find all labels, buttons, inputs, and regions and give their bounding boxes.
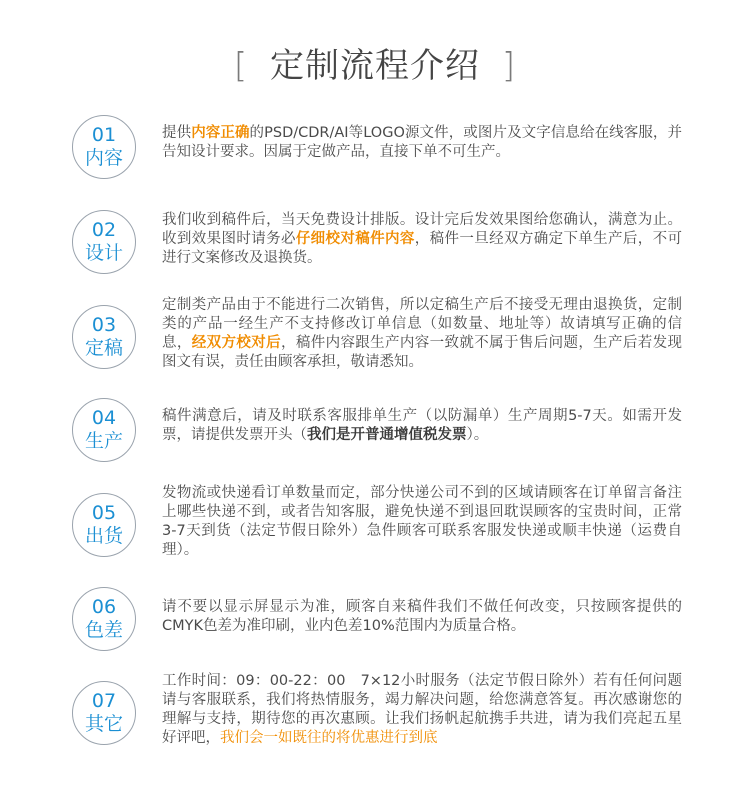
description-text: ，稿件一旦经双方确定下单生产后，不可进行文案修改及退换货。 — [162, 231, 683, 266]
step-badge — [72, 681, 136, 745]
highlighted-text: 仔细校对稿件内容 — [295, 231, 415, 247]
step-badge — [72, 587, 136, 651]
step-description — [162, 598, 682, 636]
step-badge — [72, 115, 136, 179]
description-text: 的PSD/CDR/AI等LOGO源文件，或图片及文字信息给在线客服，并告知设计要求。因属于定做产品，直接下单不可生产。 — [162, 125, 683, 160]
step-description — [162, 124, 682, 162]
highlighted-text: 我们会一如既往的将优惠进行到底 — [220, 730, 438, 746]
step-number: 01 — [91, 124, 117, 146]
description-text: 请不要以显示屏显示为准，顾客自来稿件我们不做任何改变，只按顾客提供的CMYK色差为准印刷，业内色差10%范围内为质量合格。 — [162, 599, 682, 634]
step-description — [162, 407, 682, 445]
step-label: 生产 — [84, 430, 123, 452]
step-label: 设计 — [84, 242, 123, 264]
step-number: 05 — [91, 502, 117, 524]
highlighted-text: 经双方校对后 — [191, 335, 281, 351]
description-text: 发物流或快递看订单数量而定，部分快递公司不到的区域请顾客在订单留言备注上哪些快递不到，或者告知客服，避免快递不到退回耽误顾客的宝贵时间，正常3-7天到货（法定节假日除外）急件顾客可联系客服发快递或顺丰快递（运费自理）。 — [162, 485, 682, 558]
step-description — [162, 211, 682, 268]
highlighted-text: 内容正确 — [191, 125, 250, 141]
step-badge — [72, 305, 136, 369]
page-title — [0, 38, 750, 87]
title-text: 定制流程介绍 — [270, 46, 480, 86]
step-label: 其它 — [84, 713, 123, 735]
description-text: 工作时间：09：00-22：00 7×12小时服务（法定节假日除外）若有任何问题请与客服联系，我们将热情服务，竭力解决问题，给您满意答复。再次感谢您的理解与支持，期待您的再次惠顾。让我们扬帆起航携手共进，请为我们亮起五星好评吧， — [162, 673, 682, 746]
step-number: 07 — [91, 690, 117, 712]
step-number: 06 — [91, 596, 117, 618]
description-text: ）。 — [466, 427, 489, 443]
step-number: 03 — [91, 314, 117, 336]
title-bracket-left: [ — [233, 46, 249, 86]
title-bracket-right: ] — [501, 46, 517, 86]
step-description — [162, 672, 682, 748]
step-label: 内容 — [84, 147, 123, 169]
description-text: ，稿件内容跟生产内容一致就不属于售后问题，生产后若发现图文有误，责任由顾客承担，敬请悉知。 — [162, 335, 683, 370]
step-number: 04 — [91, 407, 117, 429]
step-label: 定稿 — [84, 337, 123, 359]
description-text: 提供 — [162, 125, 192, 141]
highlighted-text: 我们是开普通增值税发票 — [307, 427, 467, 443]
step-description — [162, 484, 682, 560]
step-label: 色差 — [84, 619, 123, 641]
step-description — [162, 296, 682, 372]
step-number: 02 — [91, 219, 117, 241]
description-text: 稿件满意后，请及时联系客服排单生产（以防漏单）生产周期5-7天。如需开发票，请提供发票开头（ — [162, 408, 682, 443]
description-text: 我们收到稿件后，当天免费设计排版。设计完后发效果图给您确认，满意为止。收到效果图时请务必 — [162, 212, 682, 247]
step-label: 出货 — [84, 525, 123, 547]
step-badge — [72, 493, 136, 557]
step-badge — [72, 210, 136, 274]
step-badge — [72, 398, 136, 462]
description-text: 定制类产品由于不能进行二次销售，所以定稿生产后不接受无理由退换货，定制类的产品一经生产不支持修改订单信息（如数量、地址等）故请填写正确的信息， — [162, 297, 682, 351]
